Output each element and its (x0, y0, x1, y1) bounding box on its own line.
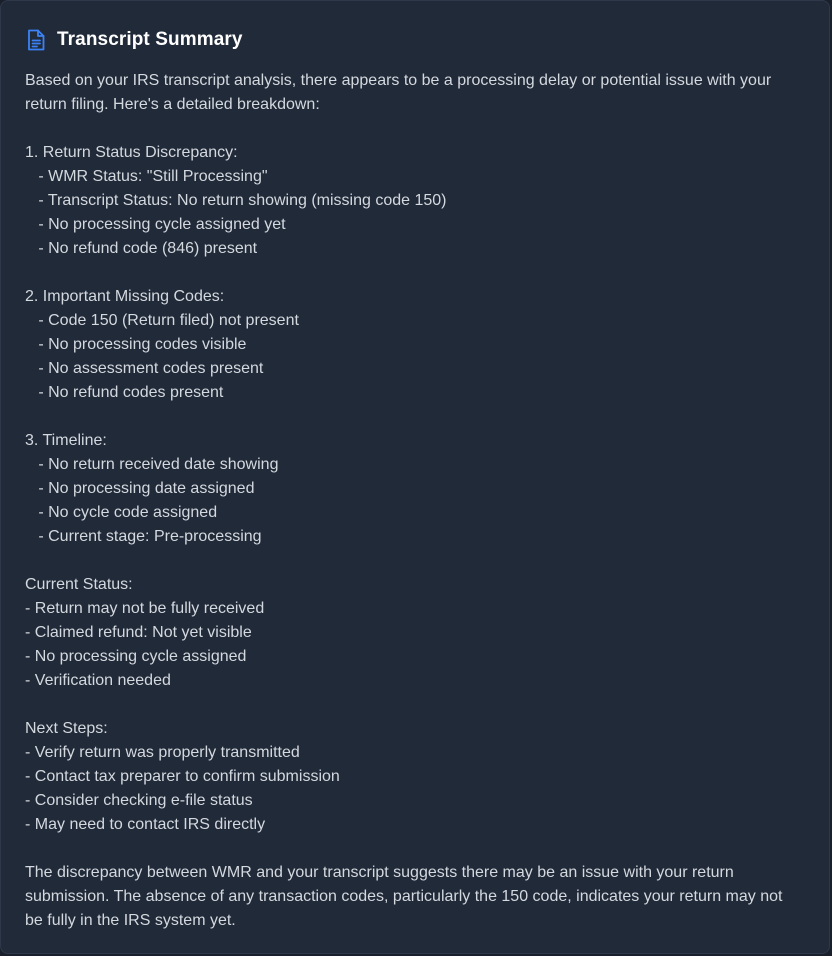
conclusion-line: submission. The absence of any transaction codes, particularly the 150 code, indicates your return may not (25, 888, 783, 905)
list-item: - WMR Status: "Still Processing" (25, 168, 268, 185)
intro-line: Based on your IRS transcript analysis, there appears to be a processing delay or potential issue with your (25, 72, 772, 89)
list-item: - Transcript Status: No return showing (missing code 150) (25, 192, 447, 209)
list-item: - No assessment codes present (25, 360, 264, 377)
list-item: - No processing cycle assigned yet (25, 216, 286, 233)
list-item: - No refund code (846) present (25, 240, 258, 257)
section-heading: Next Steps: (25, 720, 108, 737)
section-heading: 2. Important Missing Codes: (25, 288, 225, 305)
list-item: - Code 150 (Return filed) not present (25, 312, 299, 329)
list-item: - May need to contact IRS directly (25, 816, 266, 833)
list-item: - Consider checking e-file status (25, 792, 253, 809)
page-title: Transcript Summary (57, 29, 243, 50)
list-item: - No cycle code assigned (25, 504, 218, 521)
list-item: - No refund codes present (25, 384, 224, 401)
list-item: - No return received date showing (25, 456, 279, 473)
list-item: - No processing cycle assigned (25, 648, 247, 665)
section-heading: 1. Return Status Discrepancy: (25, 144, 238, 161)
conclusion-line: The discrepancy between WMR and your transcript suggests there may be an issue with your return (25, 864, 734, 881)
card-header (25, 27, 243, 53)
list-item: - Current stage: Pre-processing (25, 528, 262, 545)
list-item: - No processing codes visible (25, 336, 247, 353)
list-item: - No processing date assigned (25, 480, 255, 497)
list-item: - Claimed refund: Not yet visible (25, 624, 252, 641)
list-item: - Verify return was properly transmitted (25, 744, 300, 761)
section-heading: 3. Timeline: (25, 432, 107, 449)
section-heading: Current Status: (25, 576, 133, 593)
list-item: - Verification needed (25, 672, 171, 689)
list-item: - Return may not be fully received (25, 600, 265, 617)
conclusion-line: be fully in the IRS system yet. (25, 912, 236, 929)
list-item: - Contact tax preparer to confirm submission (25, 768, 340, 785)
summary-body (25, 69, 815, 933)
intro-line: return filing. Here's a detailed breakdown: (25, 96, 320, 113)
document-icon (25, 28, 47, 52)
